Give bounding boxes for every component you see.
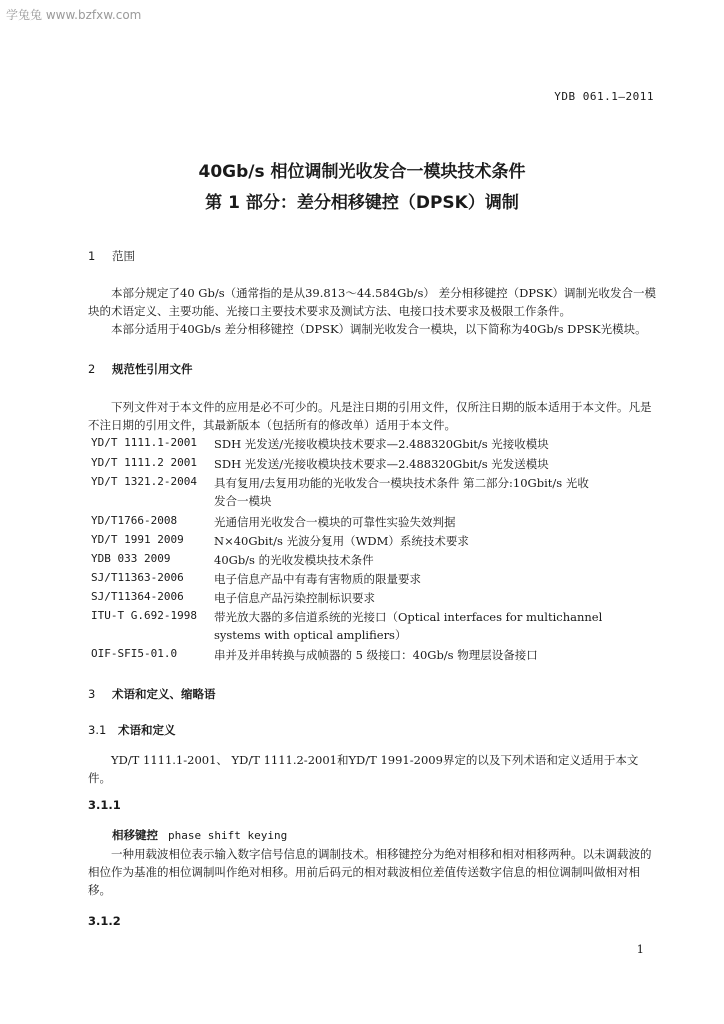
term-english: phase shift keying [168,829,288,842]
section-3-heading [88,686,216,702]
reference-name: 电子信息产品污染控制标识要求 [214,591,375,605]
section-title: 术语和定义、缩略语 [112,687,216,701]
reference-name-continued: systems with optical amplifiers） [214,628,407,642]
standard-code: YDB 061.1—2011 [554,90,654,103]
section-1-heading [88,248,135,264]
reference-code: OIF-SFI5-01.0 [91,647,178,660]
reference-item [91,514,661,532]
references-intro: 下列文件对于本文件的应用是必不可少的。凡是注日期的引用文件，仅所注日期的版本适用于本文件。凡是不注日期的引用文件，其最新版本（包括所有的修改单）适用于本文件。 [88,400,652,432]
reference-code: YD/T 1111.2 2001 [91,456,197,469]
reference-code: SJ/T11364-2006 [91,590,184,603]
section-number: 3.1 [88,723,107,737]
reference-code: YD/T 1321.2-2004 [91,475,197,488]
section-title: 术语和定义 [118,723,176,737]
section-2-heading [88,361,193,377]
reference-name: SDH 光发送/光接收模块技术要求—2.488320Gbit/s 光发送模块 [214,457,549,471]
reference-code: ITU-T G.692-1998 [91,609,197,622]
reference-item [91,590,661,608]
reference-name-continued: 发合一模块 [214,494,272,508]
section-title: 规范性引用文件 [112,362,193,376]
reference-code: YD/T1766-2008 [91,514,178,527]
clause-3-1-1-number: 3.1.1 [88,798,121,812]
document-subtitle: 第 1 部分：差分相移键控（DPSK）调制 [205,193,519,213]
term-entry-title [112,827,287,843]
reference-code: SJ/T11363-2006 [91,571,184,584]
reference-name: 具有复用/去复用功能的光收发合一模块技术条件 第二部分:10Gbit/s 光收 [214,476,589,490]
reference-code: YDB 033 2009 [91,552,171,565]
reference-name: N×40Gbit/s 光波分复用（WDM）系统技术要求 [214,534,469,548]
reference-item [91,609,661,645]
reference-item [91,475,661,511]
reference-name: 带光放大器的多信道系统的光接口（Optical interfaces for multichannel [214,610,603,624]
term-definition: 一种用载波相位表示输入数字信号信息的调制技术。相移键控分为绝对相移和相对相移两种。以未调载波的相位作为基准的相位调制叫作绝对相移。用前后码元的相对载波相位差值传送数字信息的相位调制叫做相对相移。 [88,847,652,897]
reference-name: 光通信用光收发合一模块的可靠性实验失效判据 [214,515,456,529]
terms-intro: YD/T 1111.1-2001、 YD/T 1111.2-2001和YD/T 1991-2009界定的以及下列术语和定义适用于本文件。 [88,753,639,785]
reference-item [91,571,661,589]
reference-name: 40Gb/s 的光收发模块技术条件 [214,553,374,567]
section-3-1-heading [88,722,176,738]
section-number: 1 [88,249,96,263]
reference-item [91,436,661,454]
document-title: 40Gb/s 相位调制光收发合一模块技术条件 [198,162,526,182]
reference-code: YD/T 1111.1-2001 [91,436,197,449]
scope-paragraph-2: 本部分适用于40Gb/s 差分相移键控（DPSK）调制光收发合一模块，以下简称为40Gb/s DPSK光模块。 [111,322,647,336]
section-title: 范围 [112,249,135,263]
reference-item [91,456,661,474]
reference-item [91,552,661,570]
reference-name: SDH 光发送/光接收模块技术要求—2.488320Gbit/s 光接收模块 [214,437,549,451]
reference-item [91,647,661,665]
watermark: 学兔兔 www.bzfxw.com [6,8,142,22]
reference-item [91,533,661,551]
page-number: 1 [636,942,644,956]
reference-code: YD/T 1991 2009 [91,533,184,546]
reference-name: 串并及并串转换与成帧器的 5 级接口：40Gb/s 物理层设备接口 [214,648,538,662]
scope-paragraph-1: 本部分规定了40 Gb/s（通常指的是从39.813～44.584Gb/s） 差分相移键控（DPSK）调制光收发合一模块的术语定义、主要功能、光接口主要技术要求及测试方法、电接口技术要求及极限工作条件。 [88,286,656,318]
reference-name: 电子信息产品中有毒有害物质的限量要求 [214,572,421,586]
section-number: 3 [88,687,96,701]
clause-3-1-2-number: 3.1.2 [88,914,121,928]
term-chinese: 相移键控 [112,828,158,842]
section-number: 2 [88,362,96,376]
